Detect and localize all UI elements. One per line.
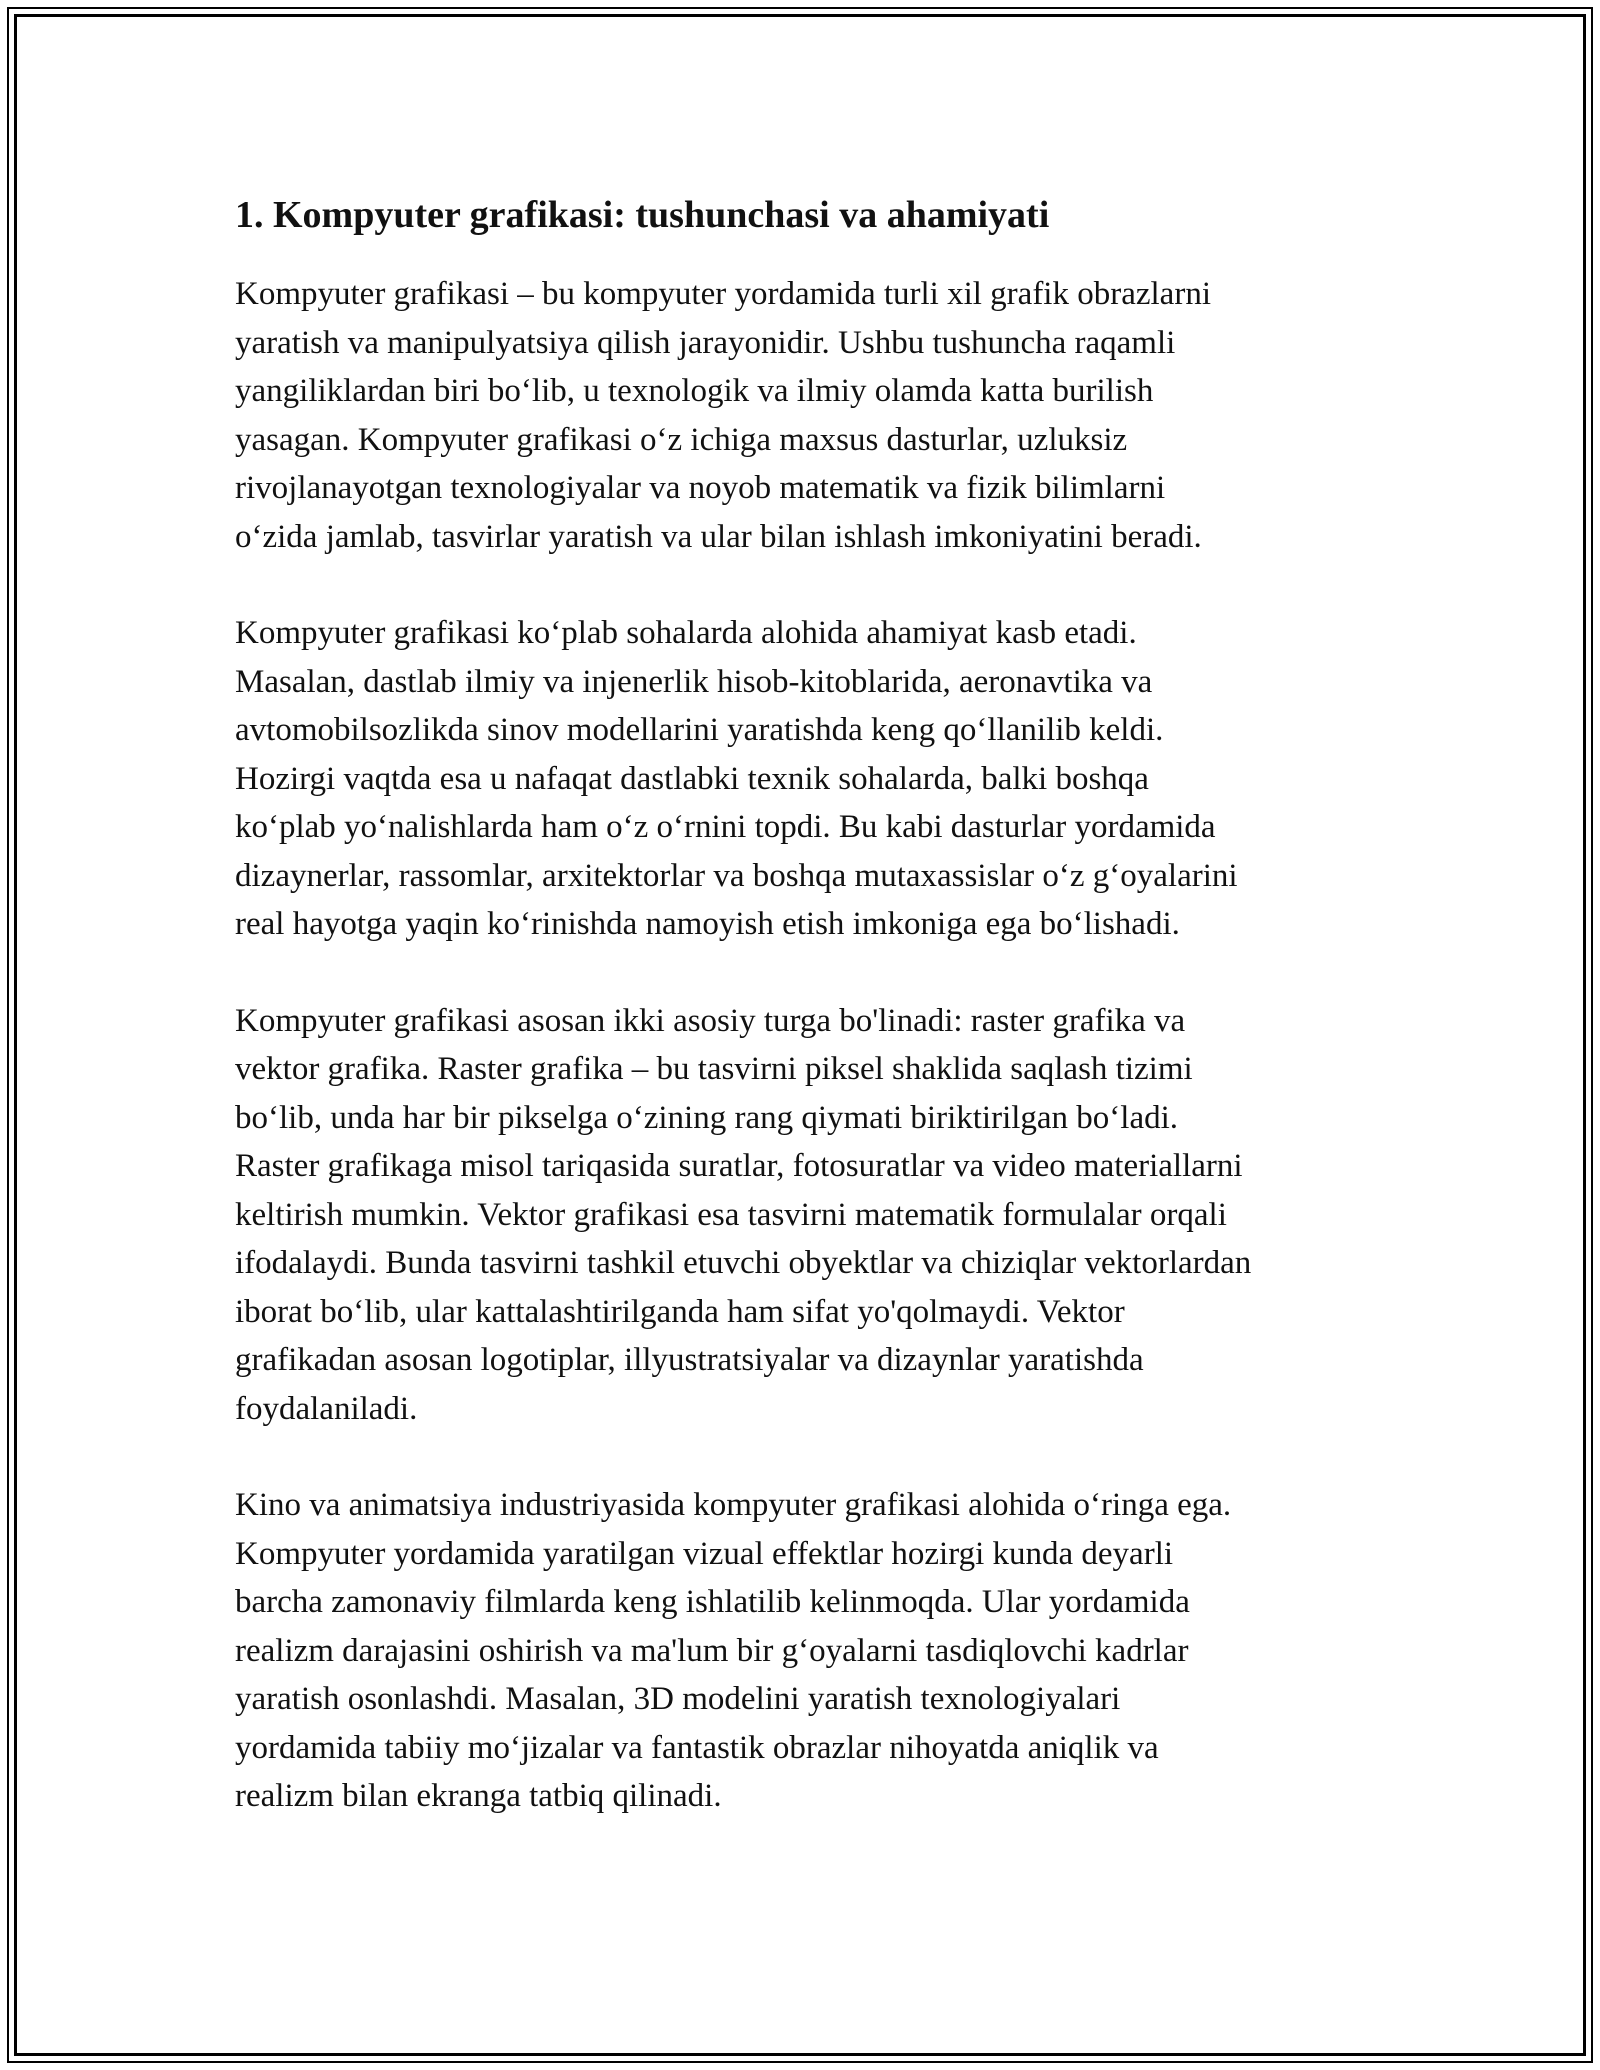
paragraph-cinema: Kino va animatsiya industriyasida kompyuter grafikasi alohida oʻringa ega. Kompyuter yordamida yaratilgan vizual effektlar hozirgi kunda deyarli barcha zamonaviy filmlarda keng ishlatilib kelinmoqda. Ular yordamida realizm darajasini oshirish va ma'lum bir gʻoyalarni tasdiqlovchi kadrlar yaratish osonlashdi. Masalan, 3D modelini yaratish texnologiyalari yordamida tabiiy moʻjizalar va fantastik obrazlar nihoyatda aniqlik va realizm bilan ekranga tatbiq qilinadi. [235, 1487, 1232, 1814]
paragraph-definition: Kompyuter grafikasi – bu kompyuter yordamida turli xil grafik obrazlarni yaratish va manipulyatsiya qilish jarayonidir. Ushbu tushuncha raqamli yangiliklardan biri boʻlib, u texnologik va ilmiy olamda katta burilish yasagan. Kompyuter grafikasi oʻz ichiga maxsus dasturlar, uzluksiz rivojlanayotgan texnologiyalar va noyob matematik va fizik bilimlarni oʻzida jamlab, tasvirlar yaratish va ular bilan ishlash imkoniyatini beradi. [235, 276, 1211, 555]
paragraph-types: Kompyuter grafikasi asosan ikki asosiy turga bo'linadi: raster grafika va vektor grafika. Raster grafika – bu tasvirni piksel shaklida saqlash tizimi boʻlib, unda har bir pikselga oʻzining rang qiymati biriktirilgan boʻladi. Raster grafikaga misol tariqasida suratlar, fotosuratlar va video materiallarni keltirish mumkin. Vektor grafikasi esa tasvirni matematik formulalar orqali ifodalaydi. Bunda tasvirni tashkil etuvchi obyektlar va chiziqlar vektorlardan iborat boʻlib, ular kattalashtirilganda ham sifat yo'qolmaydi. Vektor grafikadan asosan logotiplar, illyustratsiyalar va dizaynlar yaratishda foydalaniladi. [235, 1002, 1252, 1427]
section-heading: 1. Kompyuter grafikasi: tushunchasi va ahamiyati [235, 194, 1050, 236]
paragraph-importance: Kompyuter grafikasi koʻplab sohalarda alohida ahamiyat kasb etadi. Masalan, dastlab ilmiy va injenerlik hisob-kitoblarida, aeronavtika va avtomobilsozlikda sinov modellarini yaratishda keng qoʻllanilib keldi. Hozirgi vaqtda esa u nafaqat dastlabki texnik sohalarda, balki boshqa koʻplab yoʻnalishlarda ham oʻz oʻrnini topdi. Bu kabi dasturlar yordamida dizaynerlar, rassomlar, arxitektorlar va boshqa mutaxassislar oʻz gʻoyalarini real hayotga yaqin koʻrinishda namoyish etish imkoniga ega boʻlishadi. [235, 615, 1238, 942]
document-body [235, 182, 1385, 1869]
